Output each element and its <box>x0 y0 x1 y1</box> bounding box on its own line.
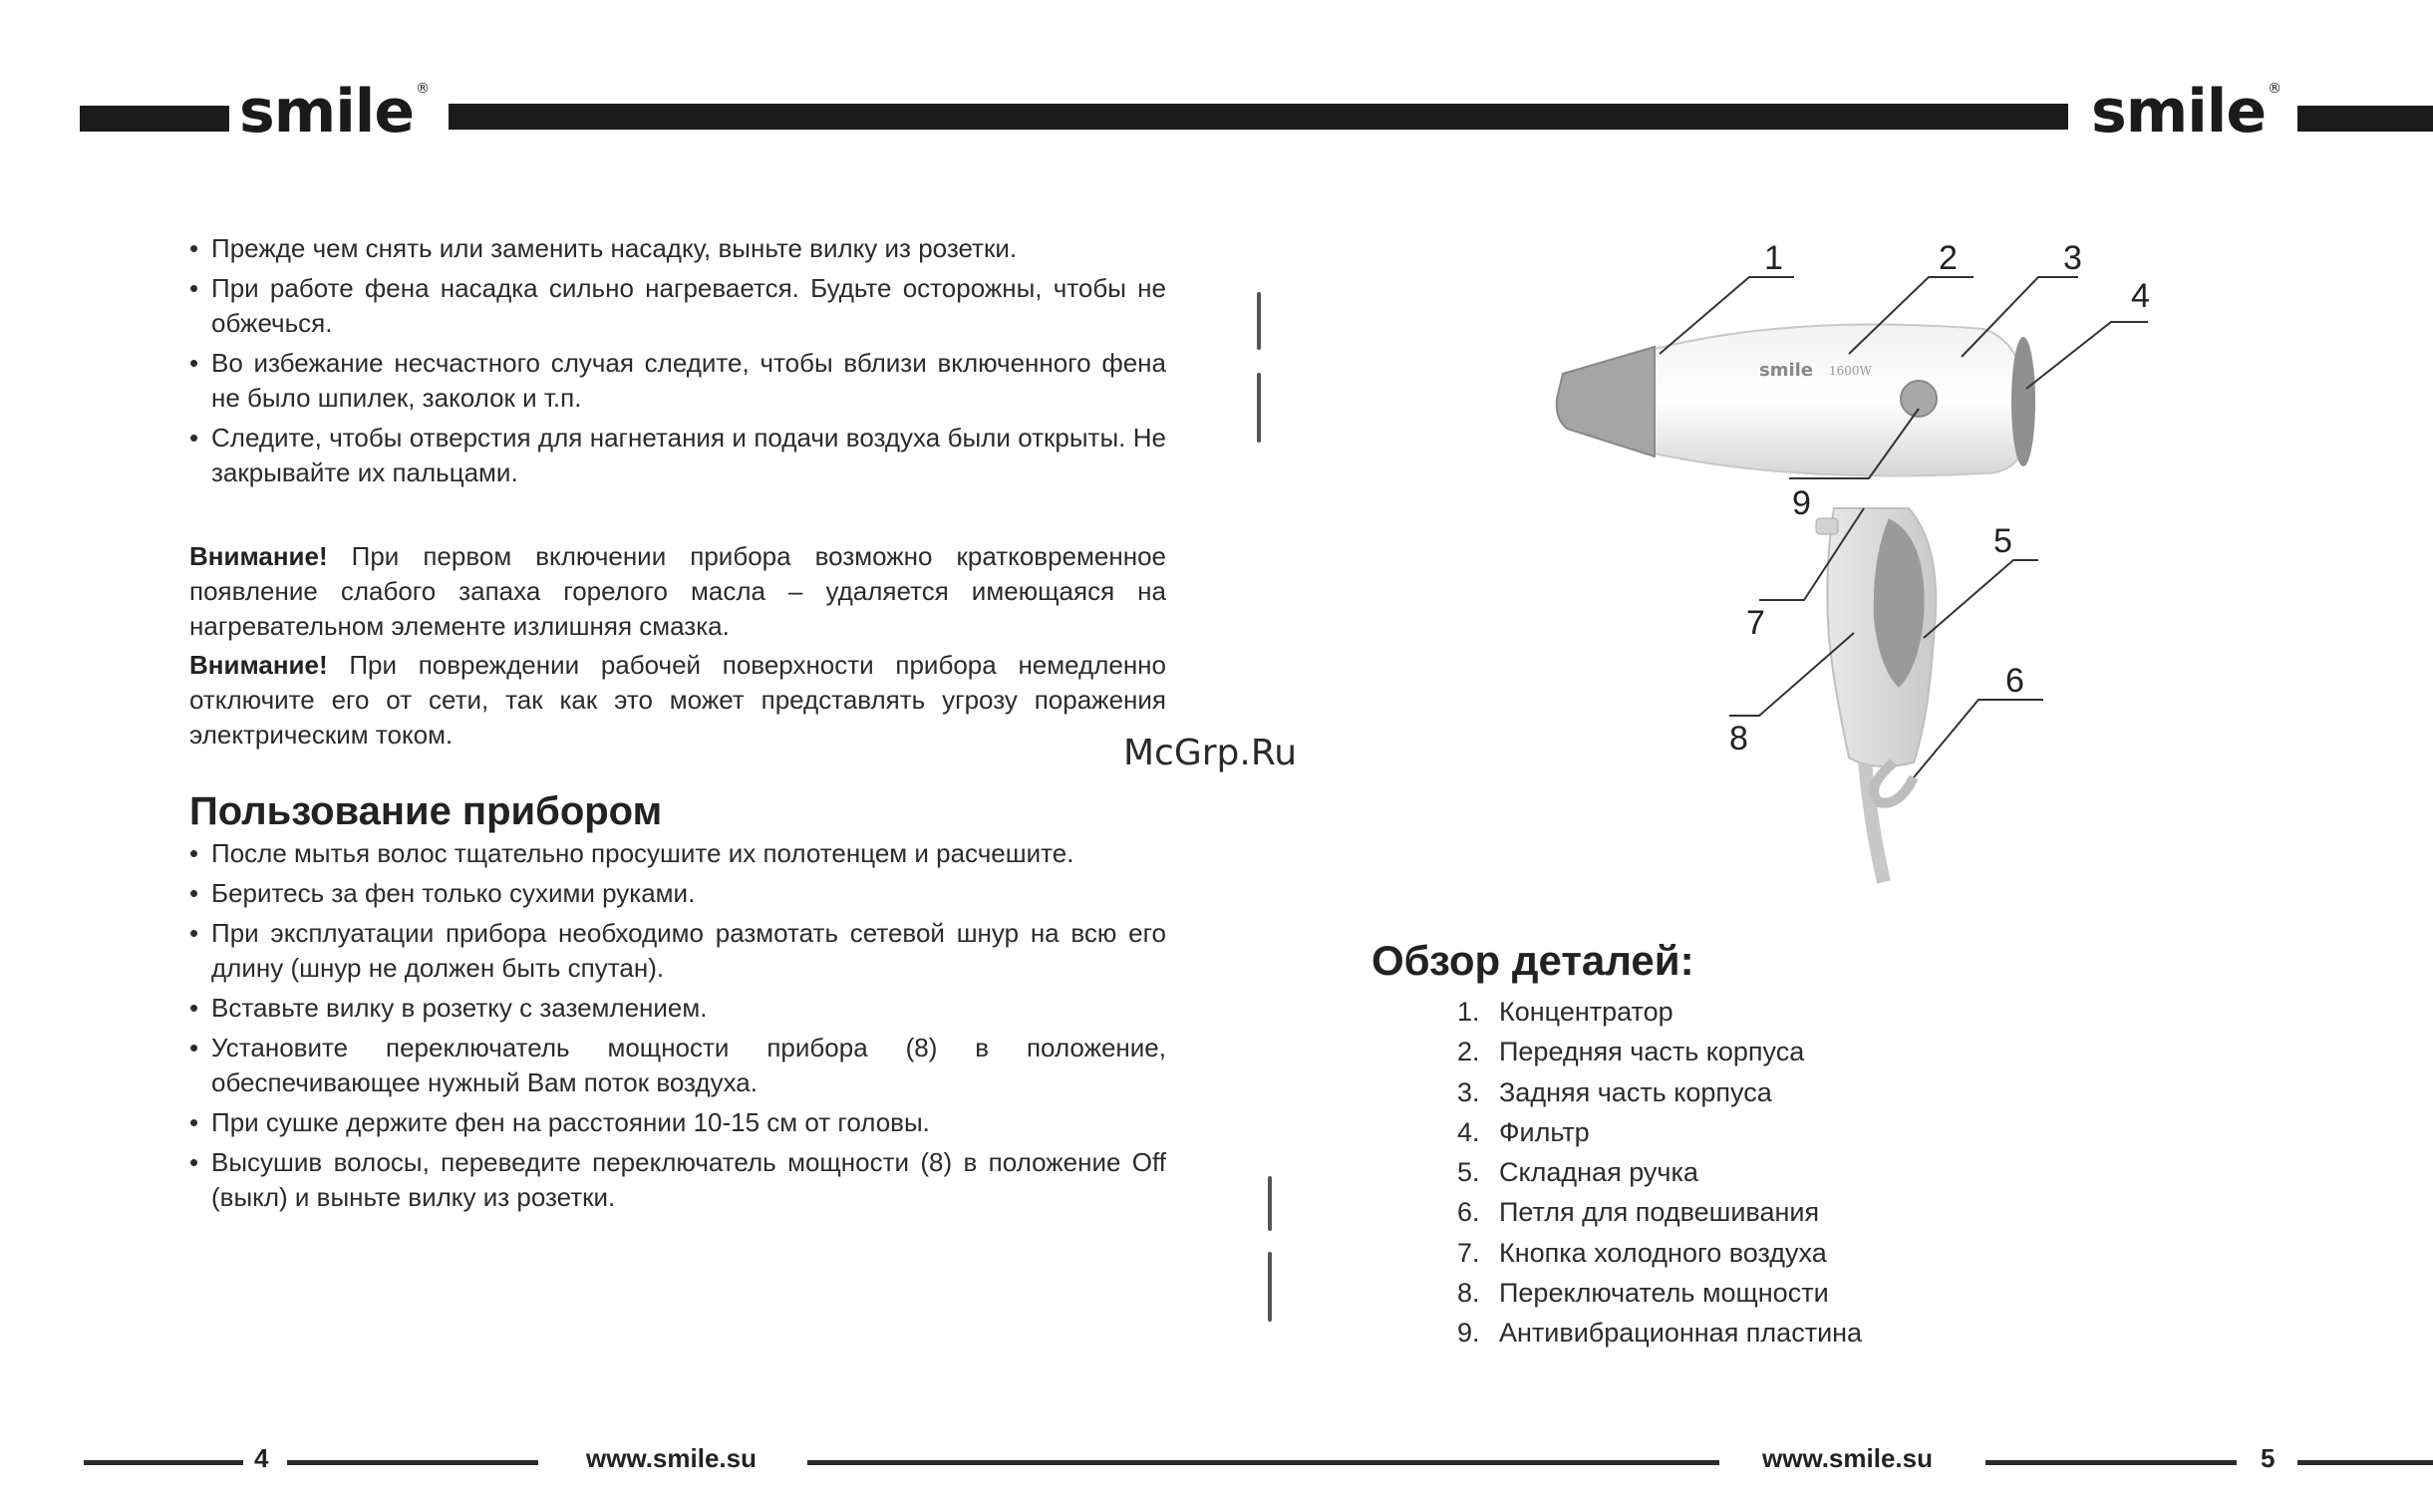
warning-text: При первом включении прибора возможно кратковременное появление слабого запаха горелого масла – удаляется имеющаяся на нагревательном элементе излишняя смазка. <box>189 541 1166 641</box>
header-bar-center <box>449 104 2068 130</box>
callout-3: 3 <box>2063 239 2082 277</box>
footer-rule <box>84 1460 243 1465</box>
brand-logo-left <box>239 77 430 147</box>
registered-mark: ® <box>2268 81 2281 97</box>
parts-heading: Обзор деталей: <box>1371 937 1694 984</box>
warning-label: Внимание! <box>189 650 328 680</box>
list-item: 1. Концентратор <box>1457 997 1673 1027</box>
list-item: • Прежде чем снять или заменить насадку, выньте вилку из розетки. <box>189 231 1166 266</box>
list-item: 2. Передняя часть корпуса <box>1457 1037 1805 1067</box>
website-link-right[interactable]: www.smile.su <box>1762 1443 1933 1473</box>
logo-text: smile <box>2091 77 2267 147</box>
list-item: 3. Задняя часть корпуса <box>1457 1076 1772 1107</box>
logo-text: smile <box>239 77 415 147</box>
filter-grill <box>2011 337 2035 466</box>
website-link-left[interactable]: www.smile.su <box>586 1443 757 1473</box>
list-item: 5. Складная ручка <box>1457 1157 1698 1188</box>
list-item: • Высушив волосы, переведите переключатель мощности (8) в положение Off (выкл) и выньте вилку из розетки. <box>189 1145 1166 1215</box>
cool-shot-button <box>1816 518 1838 534</box>
page-number-left: 4 <box>254 1443 269 1473</box>
list-item: 6. Петля для подвешивания <box>1457 1197 1820 1228</box>
fold-mark <box>1268 1176 1272 1231</box>
watermark: McGrp.Ru <box>1123 733 1298 773</box>
warning-label: Внимание! <box>189 541 328 571</box>
header-bar-right-short <box>2297 106 2433 132</box>
callout-8: 8 <box>1729 720 1748 757</box>
hair-dryer-diagram <box>1535 219 2183 907</box>
list-item: • Беритесь за фен только сухими руками. <box>189 876 1166 911</box>
safety-bullets <box>189 231 1166 490</box>
hanging-loop <box>1874 762 1914 803</box>
list-item: • Вставьте вилку в розетку с заземлением. <box>189 991 1166 1026</box>
product-power-label: 1600W <box>1829 364 1872 378</box>
left-page-content <box>189 231 1166 1220</box>
brand-logo-right <box>2091 77 2281 147</box>
concentrator <box>1557 347 1655 456</box>
list-item: • При сушке держите фен на расстоянии 10-15 см от головы. <box>189 1105 1166 1140</box>
dryer-body <box>1655 325 2028 476</box>
list-item: 4. Фильтр <box>1457 1116 1590 1147</box>
callout-6: 6 <box>2005 662 2024 700</box>
callout-5: 5 <box>1993 522 2012 560</box>
header-bar-left-short <box>80 106 229 132</box>
callout-7: 7 <box>1746 604 1765 642</box>
callout-1: 1 <box>1764 239 1783 277</box>
warning-paragraph <box>189 648 1166 753</box>
callout-4: 4 <box>2131 277 2150 315</box>
list-item: • При работе фена насадка сильно нагревается. Будьте осторожны, чтобы не обжечься. <box>189 271 1166 341</box>
footer-rule <box>2297 1460 2433 1465</box>
page-number-right: 5 <box>2261 1443 2276 1473</box>
anti-vibration-plate <box>1901 381 1937 417</box>
list-item: • После мытья волос тщательно просушите их полотенцем и расчешите. <box>189 836 1166 871</box>
power-cord <box>1864 748 1884 882</box>
usage-bullets <box>189 836 1166 1215</box>
callout-9: 9 <box>1792 484 1811 522</box>
list-item: 9. Антивибрационная пластина <box>1457 1318 1863 1349</box>
product-brand-label: smile <box>1759 360 1814 381</box>
fold-mark <box>1268 1252 1272 1322</box>
parts-list <box>1457 992 1862 1354</box>
list-item: • Во избежание несчастного случая следите, чтобы вблизи включенного фена не было шпилек, заколок и т.п. <box>189 346 1166 416</box>
warning-paragraph <box>189 539 1166 644</box>
footer-rule <box>1985 1460 2237 1465</box>
list-item: • При эксплуатации прибора необходимо размотать сетевой шнур на всю его длину (шнур не должен быть спутан). <box>189 916 1166 986</box>
registered-mark: ® <box>416 81 430 97</box>
footer-rule <box>287 1460 538 1465</box>
footer-rule <box>807 1460 1719 1465</box>
fold-mark <box>1257 292 1261 350</box>
list-item: • Установите переключатель мощности прибора (8) в положение, обеспечивающее нужный Вам поток воздуха. <box>189 1031 1166 1100</box>
callout-2: 2 <box>1939 239 1958 277</box>
warning-text: При повреждении рабочей поверхности прибора немедленно отключите его от сети, так как это может представлять угрозу поражения электрическим током. <box>189 650 1166 750</box>
usage-heading: Пользование прибором <box>189 789 663 833</box>
list-item: 8. Переключатель мощности <box>1457 1278 1829 1309</box>
list-item: 7. Кнопка холодного воздуха <box>1457 1237 1827 1268</box>
list-item: • Следите, чтобы отверстия для нагнетания и подачи воздуха были открыты. Не закрывайте их пальцами. <box>189 421 1166 490</box>
fold-mark <box>1257 373 1261 443</box>
